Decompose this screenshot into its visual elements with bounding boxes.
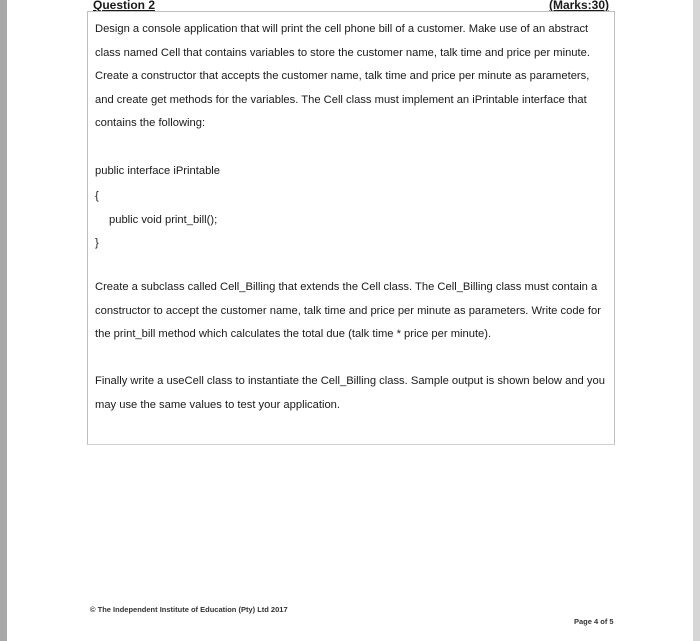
question-marks: (Marks:30)	[548, 0, 609, 12]
code-interface-declaration: public interface iPrintable	[95, 165, 220, 177]
right-page-edge	[693, 0, 700, 641]
paragraph-intro: Design a console application that will print the cell phone bill of a customer. Make use of an abstract class named Cell that contains variables to store the customer name, talk time and price per minute. Create a constructor that accepts the customer name, talk time and price per minute as parameters, and create get methods for the variables. The Cell class must implement an iPrintable interface that contains the following:	[95, 23, 590, 129]
copyright-notice: © The Independent Institute of Education (Pty) Ltd 2017	[90, 605, 288, 614]
question-title: Question 2	[93, 0, 156, 12]
code-method-signature: public void print_bill();	[109, 214, 218, 226]
paragraph-finally: Finally write a useCell class to instantiate the Cell_Billing class. Sample output is shown below and you may use the same values to test your application.	[95, 375, 605, 411]
page-number: Page 4 of 5	[574, 617, 614, 626]
paragraph-subclass: Create a subclass called Cell_Billing that extends the Cell class. The Cell_Billing class must contain a constructor to accept the customer name, talk time and price per minute as parameters. Write code for the print_bill method which calculates the total due (talk time * price per minute).	[95, 281, 601, 340]
code-close-brace: }	[95, 237, 99, 249]
code-open-brace: {	[95, 190, 99, 202]
left-page-edge	[0, 0, 7, 641]
